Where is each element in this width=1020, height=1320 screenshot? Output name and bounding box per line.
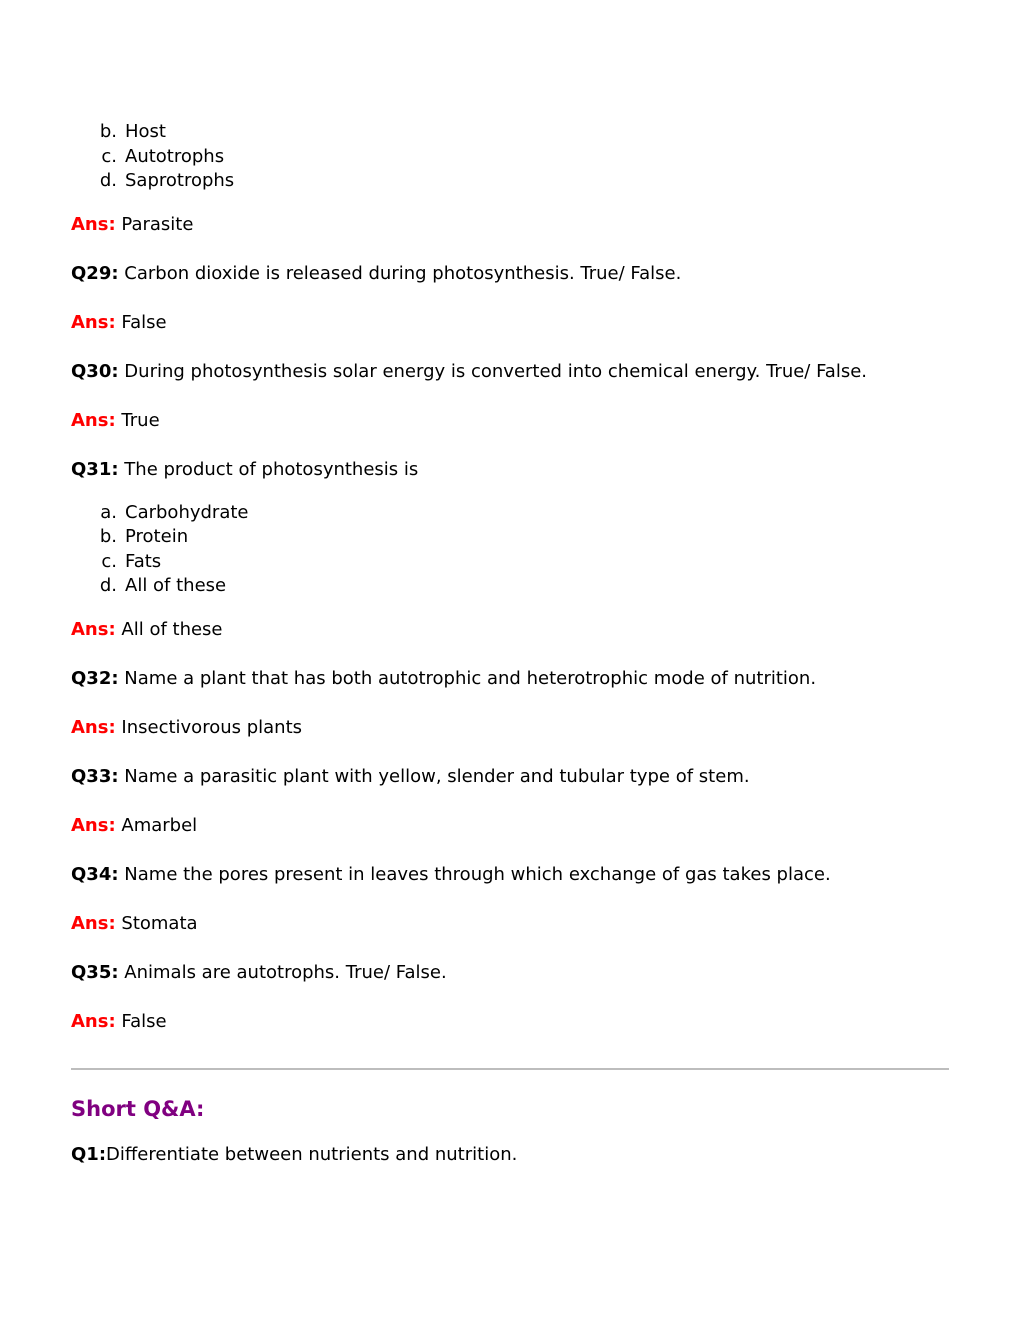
option-letter: a. bbox=[100, 501, 117, 523]
short-q1-question bbox=[71, 1143, 949, 1167]
question-text: Animals are autotrophs. True/ False. bbox=[124, 961, 447, 983]
q28-answer bbox=[71, 213, 949, 237]
q34-answer bbox=[71, 912, 949, 936]
answer-text: False bbox=[121, 311, 167, 333]
question-text: The product of photosynthesis is bbox=[124, 458, 419, 480]
q35-question bbox=[71, 961, 949, 985]
question-label: Q29: bbox=[71, 262, 119, 284]
option-letter: d. bbox=[99, 170, 117, 191]
answer-label: Ans: bbox=[71, 213, 116, 235]
q33-answer bbox=[71, 814, 949, 838]
option-item bbox=[71, 501, 949, 526]
answer-label: Ans: bbox=[71, 618, 116, 640]
question-label: Q30: bbox=[71, 360, 119, 382]
answer-text: All of these bbox=[121, 618, 223, 640]
option-item bbox=[71, 169, 949, 194]
option-letter: c. bbox=[101, 550, 117, 572]
q29-answer bbox=[71, 311, 949, 335]
q33-question bbox=[71, 765, 949, 789]
document-body bbox=[71, 120, 949, 1167]
option-letter: b. bbox=[99, 526, 117, 547]
question-text: Name a parasitic plant with yellow, slender and tubular type of stem. bbox=[124, 765, 750, 787]
q35-answer bbox=[71, 1010, 949, 1034]
section-divider bbox=[71, 1068, 949, 1070]
q32-answer bbox=[71, 716, 949, 740]
q32-question bbox=[71, 667, 949, 691]
option-letter: c. bbox=[101, 145, 117, 167]
answer-text: False bbox=[121, 1010, 167, 1032]
q30-question bbox=[71, 360, 949, 384]
option-letter: b. bbox=[99, 121, 117, 142]
option-item bbox=[71, 525, 949, 550]
question-label: Q35: bbox=[71, 961, 119, 983]
answer-text: Amarbel bbox=[121, 814, 198, 836]
option-item bbox=[71, 120, 949, 145]
option-item bbox=[71, 145, 949, 170]
option-letter: d. bbox=[99, 575, 117, 596]
q31-answer bbox=[71, 618, 949, 642]
question-text: During photosynthesis solar energy is converted into chemical energy. True/ False. bbox=[124, 360, 867, 382]
answer-label: Ans: bbox=[71, 409, 116, 431]
question-label: Q1: bbox=[71, 1143, 107, 1165]
q29-question bbox=[71, 262, 949, 286]
answer-label: Ans: bbox=[71, 1010, 116, 1032]
q31-question bbox=[71, 458, 949, 482]
question-label: Q33: bbox=[71, 765, 119, 787]
q28-options bbox=[71, 120, 949, 194]
question-label: Q34: bbox=[71, 863, 119, 885]
option-item bbox=[71, 574, 949, 599]
answer-label: Ans: bbox=[71, 716, 116, 738]
q30-answer bbox=[71, 409, 949, 433]
option-item bbox=[71, 550, 949, 575]
question-label: Q31: bbox=[71, 458, 119, 480]
question-text: Name the pores present in leaves through which exchange of gas takes place. bbox=[124, 863, 831, 885]
option-text: All of these bbox=[125, 575, 227, 596]
q34-question bbox=[71, 863, 949, 887]
answer-label: Ans: bbox=[71, 814, 116, 836]
option-text: Autotrophs bbox=[125, 145, 225, 167]
answer-text: Parasite bbox=[121, 213, 194, 235]
question-label: Q32: bbox=[71, 667, 119, 689]
question-text: Carbon dioxide is released during photosynthesis. True/ False. bbox=[124, 262, 682, 284]
question-text: Name a plant that has both autotrophic and heterotrophic mode of nutrition. bbox=[124, 667, 817, 689]
answer-text: True bbox=[121, 409, 160, 431]
section-title: Short Q&A: bbox=[71, 1096, 205, 1121]
answer-label: Ans: bbox=[71, 912, 116, 934]
answer-text: Stomata bbox=[121, 912, 198, 934]
option-text: Protein bbox=[125, 526, 189, 547]
option-text: Saprotrophs bbox=[125, 170, 235, 191]
answer-text: Insectivorous plants bbox=[121, 716, 303, 738]
option-text: Carbohydrate bbox=[125, 501, 249, 523]
option-text: Host bbox=[125, 121, 166, 142]
question-text: Differentiate between nutrients and nutrition. bbox=[106, 1143, 518, 1165]
q31-options bbox=[71, 501, 949, 599]
option-text: Fats bbox=[125, 550, 162, 572]
answer-label: Ans: bbox=[71, 311, 116, 333]
